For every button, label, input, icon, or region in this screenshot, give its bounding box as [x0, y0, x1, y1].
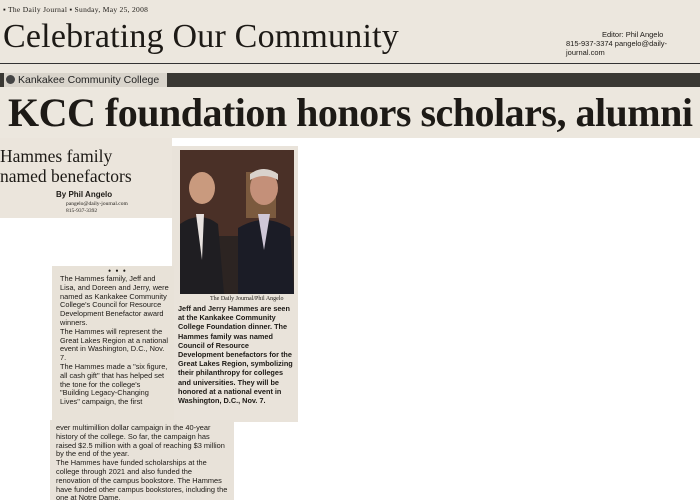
bullet-icon: [6, 75, 15, 84]
masthead-rule: [0, 63, 700, 64]
paragraph: The Hammes have funded scholarships at the college through 2021 and also funded the renovation of the campus bookstore. The Hammes have funded other campus bookstores, including the one at Notre Dame.: [56, 458, 228, 503]
photo-illustration: [180, 150, 294, 294]
editor-name: Editor: Phil Angelo: [602, 30, 664, 39]
byline-contact: [66, 201, 128, 215]
category-text: Kankakee Community College: [18, 74, 160, 86]
editor-phone-email: 815-937-3374 pangelo@daily-journal.com: [566, 39, 668, 57]
deck: [0, 146, 132, 186]
byline-email: pangelo@daily-journal.com: [66, 201, 128, 207]
dateline: ▪ The Daily Journal ▪ Sunday, May 25, 2008: [3, 5, 149, 14]
paragraph: ever multimillion dollar campaign in the 40-year history of the college. So far, the campaign has raised $2.5 million with a goal of reaching $3 million by the end of the year.: [56, 423, 225, 459]
article-body-part1: [60, 275, 170, 407]
photo-credit: The Daily Journal/Phil Angelo: [210, 296, 284, 302]
article-body-part2: [56, 424, 228, 503]
paragraph: The Hammes made a "six figure, all cash gift" that has helped set the tone for the college's "Building Legacy-Changing Lives" campaign, the first: [60, 361, 168, 407]
category-label: [4, 73, 167, 87]
headline: KCC foundation honors scholars, alumni: [8, 90, 693, 135]
editor-contact: [566, 30, 700, 57]
section-title: Celebrating Our Community: [3, 18, 399, 55]
photo: [180, 150, 294, 294]
byline-phone: 815-937-3392: [66, 208, 98, 214]
separator: • • •: [108, 266, 127, 276]
byline: By Phil Angelo: [56, 190, 113, 199]
deck-line-1: Hammes family: [0, 146, 113, 166]
paragraph: The Hammes family, Jeff and Lisa, and Doreen and Jerry, were named as Kankakee Community College's Council for Resource Development Benefactor award winners.: [60, 274, 169, 327]
deck-line-2: named benefactors: [0, 166, 132, 186]
photo-caption: Jeff and Jerry Hammes are seen at the Kankakee Community College Foundation dinner. The Hammes family was named Council of Resource Development benefactors for the Great Lakes Region, symbolizing their philanthropy for colleges and universities. They will be honored at a national event in Washington, D.C., Nov. 7.: [178, 304, 293, 406]
paragraph: The Hammes will represent the Great Lakes Region at a national event in Washington, D.C., Nov. 7.: [60, 326, 169, 363]
